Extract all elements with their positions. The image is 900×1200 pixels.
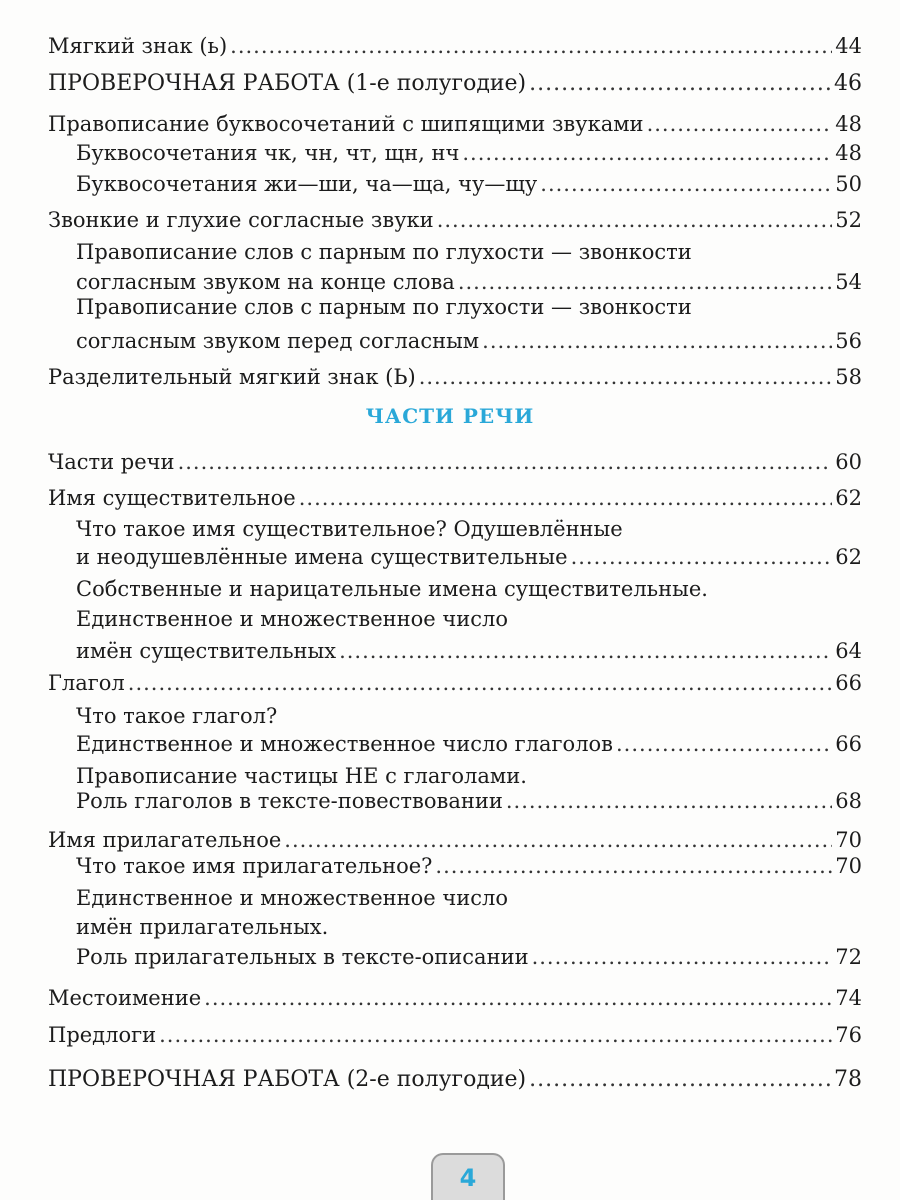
toc-entry-page: 66 bbox=[835, 671, 862, 695]
toc-entry-title: согласным звуком перед согласным bbox=[76, 329, 480, 353]
leader-dots bbox=[299, 484, 833, 512]
toc-entry-title: Имя существительное bbox=[48, 486, 296, 510]
toc-entry[interactable] bbox=[48, 363, 862, 391]
toc-entry-page: 48 bbox=[835, 112, 862, 136]
toc-entry-title-line: Правописание слов с парным по глухости — звонкости bbox=[76, 240, 692, 264]
toc-entry-page: 48 bbox=[835, 141, 862, 165]
toc-entry[interactable] bbox=[48, 448, 862, 476]
leader-dots bbox=[437, 206, 833, 234]
toc-entry-title: Роль прилагательных в тексте-описании bbox=[76, 945, 529, 969]
toc-entry[interactable] bbox=[76, 787, 862, 815]
toc-entry-page: 72 bbox=[835, 945, 862, 969]
toc-entry[interactable] bbox=[48, 984, 862, 1012]
toc-entry-page: 70 bbox=[835, 854, 862, 878]
toc-entry[interactable] bbox=[48, 32, 862, 60]
toc-entry[interactable] bbox=[48, 826, 862, 854]
leader-dots bbox=[462, 139, 832, 167]
leader-dots bbox=[284, 826, 832, 854]
leader-dots bbox=[529, 70, 831, 98]
toc-entry-title: Мягкий знак (ь) bbox=[48, 34, 228, 58]
page-number: 4 bbox=[459, 1163, 477, 1192]
toc-entry[interactable] bbox=[48, 70, 862, 98]
toc-entry-page: 52 bbox=[835, 208, 862, 232]
toc-entry[interactable] bbox=[48, 669, 862, 697]
toc-entry[interactable] bbox=[48, 206, 862, 234]
toc-entry-page: 56 bbox=[835, 329, 862, 353]
leader-dots bbox=[616, 730, 832, 758]
toc-entry-page: 54 bbox=[835, 270, 862, 294]
toc-entry-page: 46 bbox=[834, 71, 862, 96]
toc-entry-page: 78 bbox=[834, 1067, 862, 1092]
toc-entry-page: 62 bbox=[835, 545, 862, 569]
toc-entry-page: 50 bbox=[835, 172, 862, 196]
toc-entry-title: согласным звуком на конце слова bbox=[76, 270, 455, 294]
toc-entry[interactable] bbox=[76, 852, 862, 880]
toc-entry[interactable] bbox=[48, 1021, 862, 1049]
leader-dots bbox=[532, 943, 833, 971]
section-heading: ЧАСТИ РЕЧИ bbox=[365, 404, 535, 428]
toc-entry[interactable] bbox=[76, 327, 862, 355]
toc-entry-title: Буквосочетания жи—ши, ча—ща, чу—щу bbox=[76, 172, 538, 196]
toc-entry-title-line: Что такое глагол? bbox=[76, 704, 278, 728]
leader-dots bbox=[230, 32, 832, 60]
toc-entry[interactable] bbox=[76, 943, 862, 971]
toc-entry-title: ПРОВЕРОЧНАЯ РАБОТА (2-е полугодие) bbox=[48, 1067, 527, 1092]
leader-dots bbox=[458, 268, 832, 296]
toc-entry-page: 66 bbox=[835, 732, 862, 756]
toc-entry[interactable] bbox=[76, 268, 862, 296]
toc-entry-title-line: Что такое имя существительное? Одушевлённые bbox=[76, 517, 623, 541]
toc-entry-title: Имя прилагательное bbox=[48, 828, 282, 852]
toc-entry-title: Правописание буквосочетаний с шипящими звуками bbox=[48, 112, 644, 136]
toc-entry-page: 74 bbox=[835, 986, 862, 1010]
toc-entry[interactable] bbox=[76, 139, 862, 167]
leader-dots bbox=[540, 170, 832, 198]
toc-entry-page: 68 bbox=[835, 789, 862, 813]
toc-entry-title: ПРОВЕРОЧНАЯ РАБОТА (1-е полугодие) bbox=[48, 71, 527, 96]
leader-dots bbox=[178, 448, 833, 476]
toc-entry[interactable] bbox=[48, 1066, 862, 1094]
leader-dots bbox=[159, 1021, 832, 1049]
toc-entry-title: и неодушевлённые имена существительные bbox=[76, 545, 568, 569]
toc-entry-title: Что такое имя прилагательное? bbox=[76, 854, 433, 878]
toc-entry[interactable] bbox=[76, 637, 862, 665]
toc-entry-title: Разделительный мягкий знак (Ь) bbox=[48, 365, 416, 389]
toc-entry[interactable] bbox=[76, 543, 862, 571]
toc-entry-title: Единственное и множественное число глаголов bbox=[76, 732, 613, 756]
leader-dots bbox=[529, 1066, 831, 1094]
toc-entry[interactable] bbox=[48, 110, 862, 138]
toc-entry-title-line: имён прилагательных. bbox=[76, 915, 329, 939]
toc-entry[interactable] bbox=[76, 730, 862, 758]
leader-dots bbox=[435, 852, 832, 880]
toc-entry-title: Части речи bbox=[48, 450, 175, 474]
leader-dots bbox=[339, 637, 832, 665]
page-number-tab bbox=[431, 1153, 505, 1200]
toc-entry-title-line: Единственное и множественное число bbox=[76, 886, 509, 910]
toc-entry-title: Буквосочетания чк, чн, чт, щн, нч bbox=[76, 141, 460, 165]
toc-entry-title: Звонкие и глухие согласные звуки bbox=[48, 208, 434, 232]
toc-entry-title-line: Единственное и множественное число bbox=[76, 607, 509, 631]
toc-entry-page: 44 bbox=[835, 34, 862, 58]
toc-entry-page: 70 bbox=[835, 828, 862, 852]
toc-entry-page: 64 bbox=[835, 639, 862, 663]
toc-entry-title-line: Правописание частицы НЕ с глаголами. bbox=[76, 764, 527, 788]
toc-entry-page: 58 bbox=[835, 365, 862, 389]
toc-entry[interactable] bbox=[76, 170, 862, 198]
toc-entry-page: 62 bbox=[835, 486, 862, 510]
leader-dots bbox=[419, 363, 833, 391]
leader-dots bbox=[571, 543, 833, 571]
toc-entry[interactable] bbox=[48, 484, 862, 512]
toc-entry-title-line: Собственные и нарицательные имена существительные. bbox=[76, 577, 708, 601]
leader-dots bbox=[128, 669, 833, 697]
leader-dots bbox=[482, 327, 832, 355]
toc-entry-title-line: Правописание слов с парным по глухости — звонкости bbox=[76, 295, 692, 319]
leader-dots bbox=[506, 787, 832, 815]
toc-entry-title: имён существительных bbox=[76, 639, 337, 663]
toc-entry-title: Предлоги bbox=[48, 1023, 157, 1047]
toc-entry-title: Глагол bbox=[48, 671, 125, 695]
leader-dots bbox=[204, 984, 832, 1012]
leader-dots bbox=[647, 110, 833, 138]
toc-entry-page: 76 bbox=[835, 1023, 862, 1047]
toc-entry-page: 60 bbox=[835, 450, 862, 474]
toc-entry-title: Местоимение bbox=[48, 986, 202, 1010]
toc-entry-title: Роль глаголов в тексте-повествовании bbox=[76, 789, 503, 813]
